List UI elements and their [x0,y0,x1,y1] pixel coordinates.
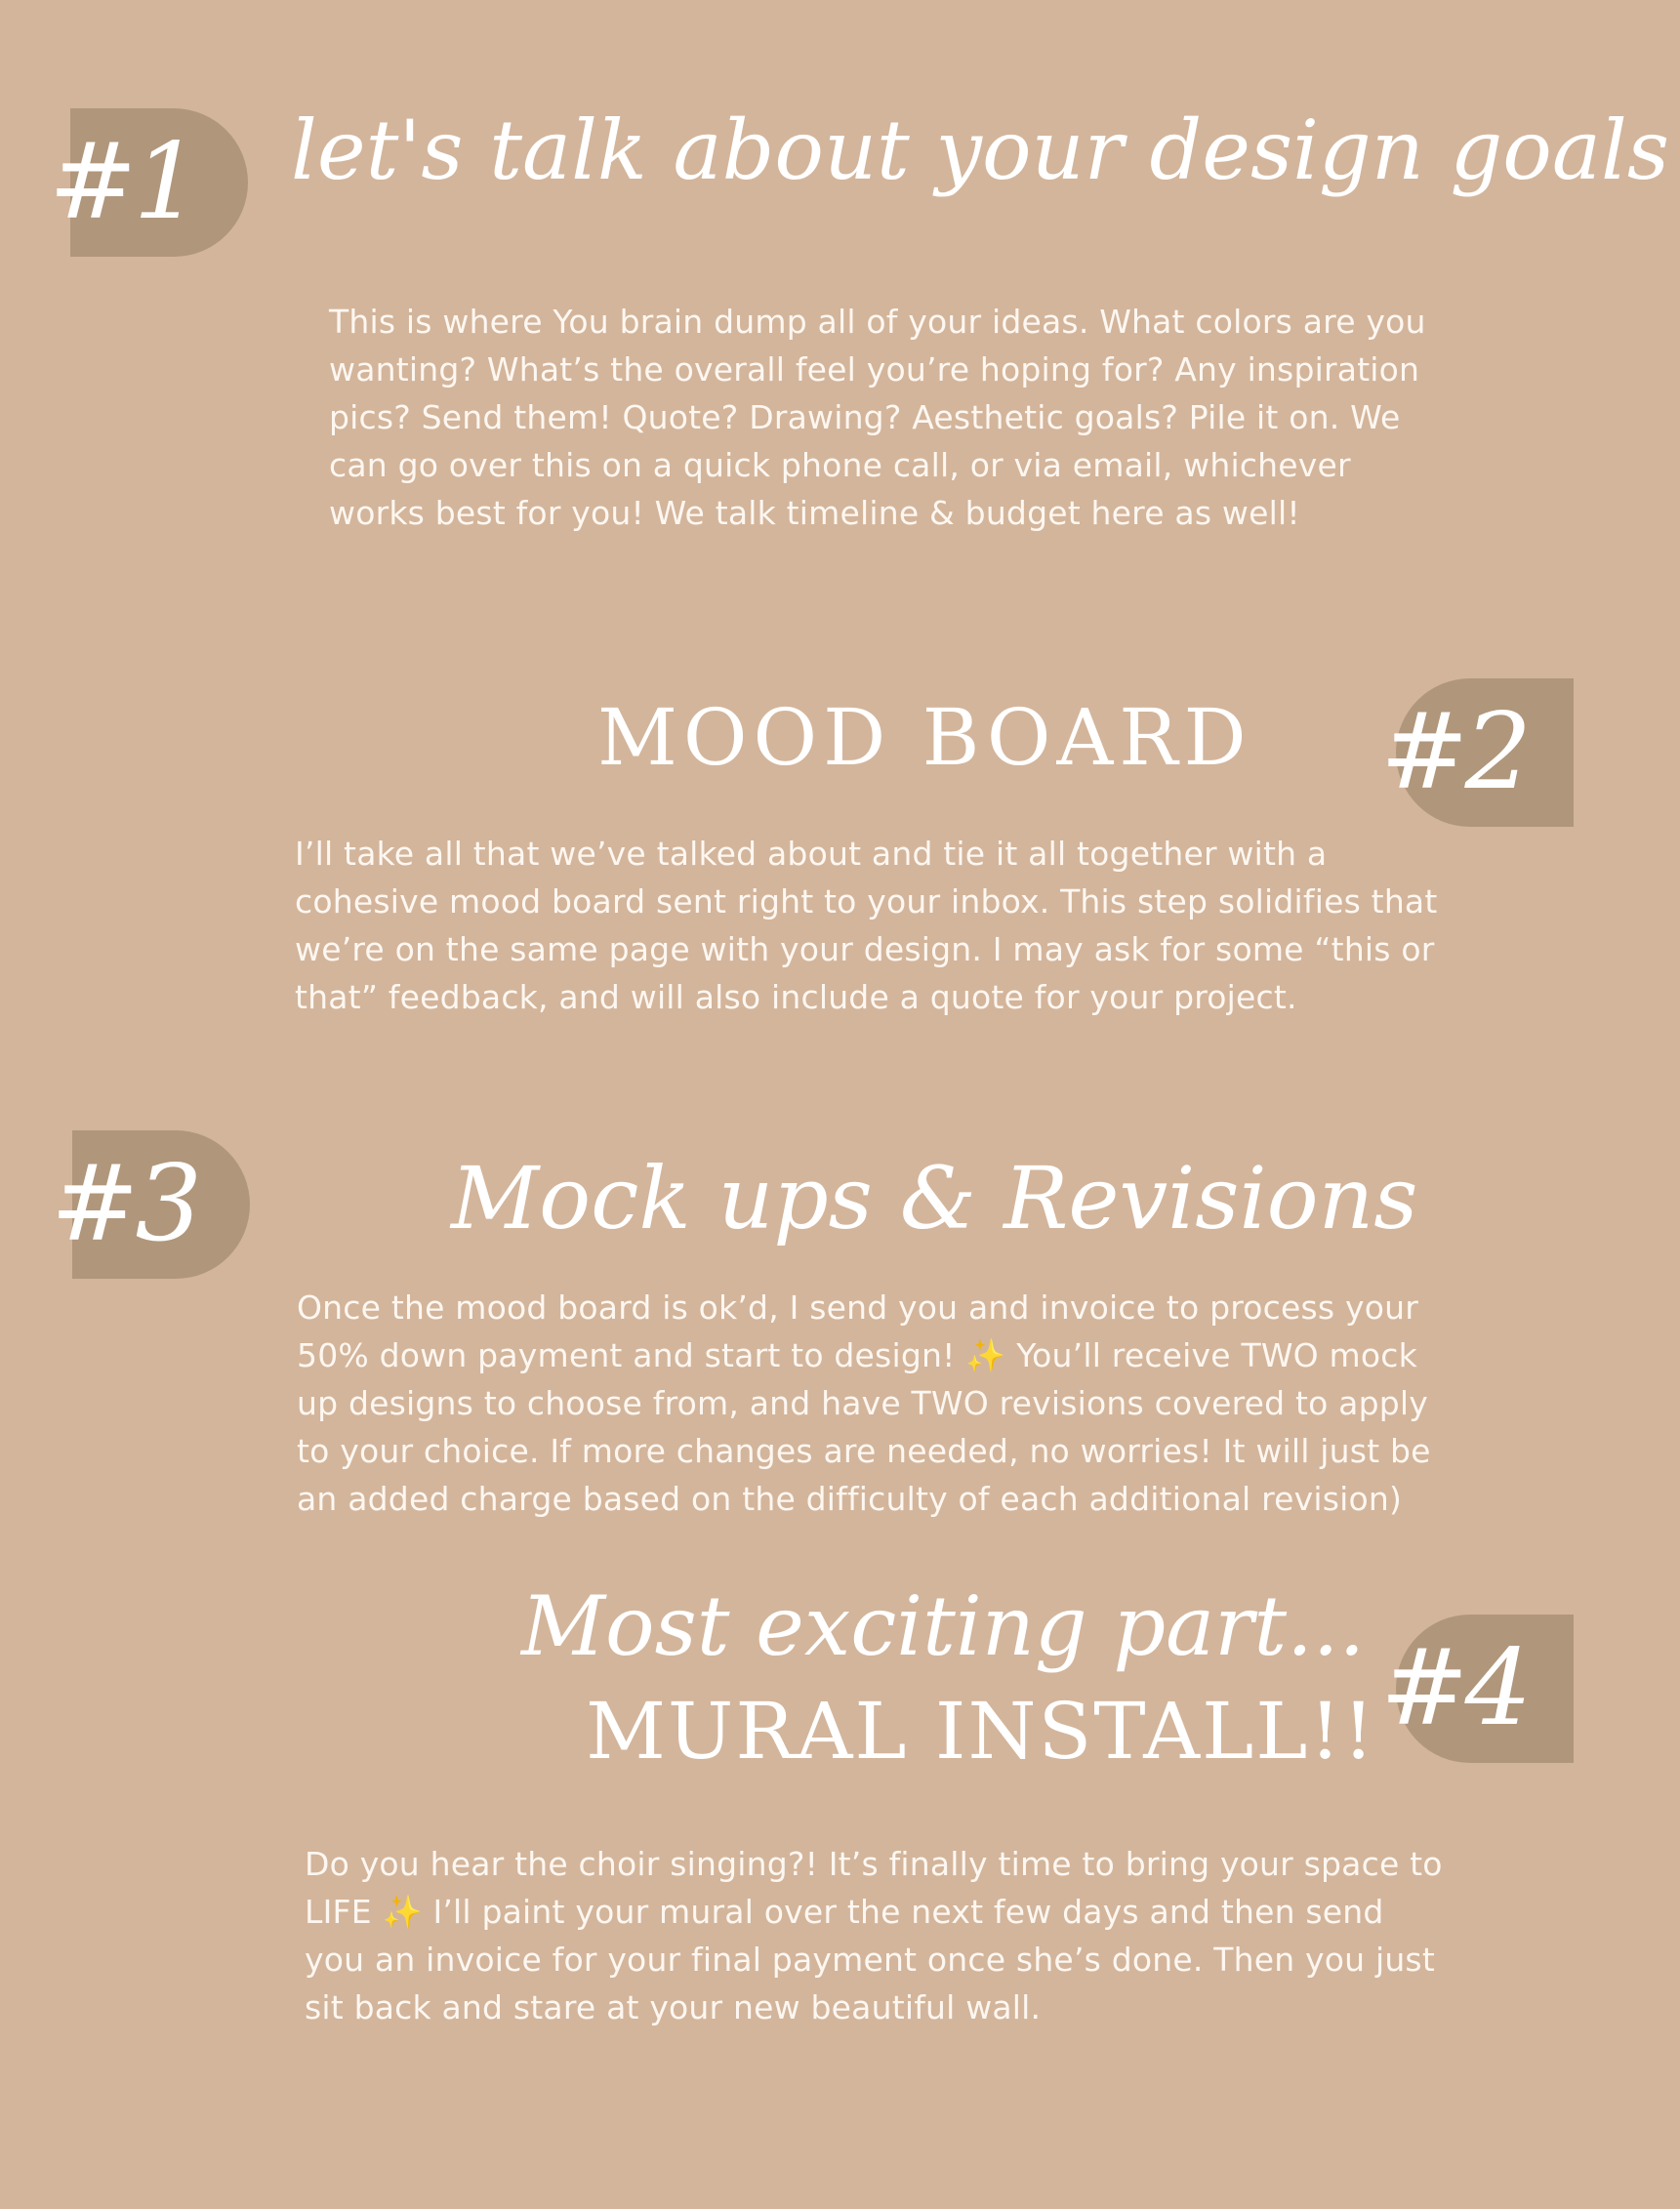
step-1-number-badge [49,108,248,257]
step-1-description: This is where You brain dump all of your ideas. What colors are you wanting? What’s the overall feel you’re hoping for? Any inspiration pics? Send them! Quote? Drawing? Aesthetic goals? Pile it on. We can go over this on a quick phone call, or via email, whichever works best for you! We talk timeline & budget here as well! [329,303,1426,532]
step-4-description [305,1840,1447,2031]
step-4-heading-line-1: Most exciting part... [521,1578,1366,1674]
step-3-description-text-a: Once the mood board is ok’d, I send you and invoice to process your 50% down payment and start to design! [297,1289,1418,1374]
step-4-number: #4 [1380,1627,1529,1749]
step-4-heading-line-2: MURAL INSTALL!! [586,1686,1376,1777]
step-1-number: #1 [49,121,197,243]
sparkle-icon: ✨ [382,1893,423,1931]
step-3-description-text-b: You’ll receive TWO mock up designs to choose from, and have TWO revisions covered to apply to your choice. If more changes are needed, no worries! It will just be an added charge based on the difficulty of each additional revision) [297,1336,1431,1518]
step-4-number-badge [1380,1615,1574,1763]
step-3-heading: Mock ups & Revisions [451,1148,1418,1248]
step-2-description: I’ll take all that we’ve talked about and tie it all together with a cohesive mood board sent right to your inbox. This step solidifies that we’re on the same page with your design. I may ask for some “this or that” feedback, and will also include a quote for your project. [295,835,1438,1016]
step-3-number: #3 [51,1143,199,1265]
step-2-number-badge [1380,678,1574,827]
step-1-heading: let's talk about your design goals [291,102,1669,198]
step-2-number: #2 [1380,691,1529,813]
step-4-description-text-b: I’ll paint your mural over the next few days and then send you an invoice for your final payment once she’s done. Then you just sit back and stare at your new beautiful wall. [305,1893,1435,2026]
step-2-heading: MOOD BOARD [597,692,1252,783]
step-4-description-text-a: Do you hear the choir singing?! It’s finally time to bring your space to LIFE [305,1845,1443,1931]
sparkle-icon: ✨ [965,1336,1006,1374]
step-3-description [297,1284,1449,1523]
step-3-number-badge [51,1130,250,1279]
